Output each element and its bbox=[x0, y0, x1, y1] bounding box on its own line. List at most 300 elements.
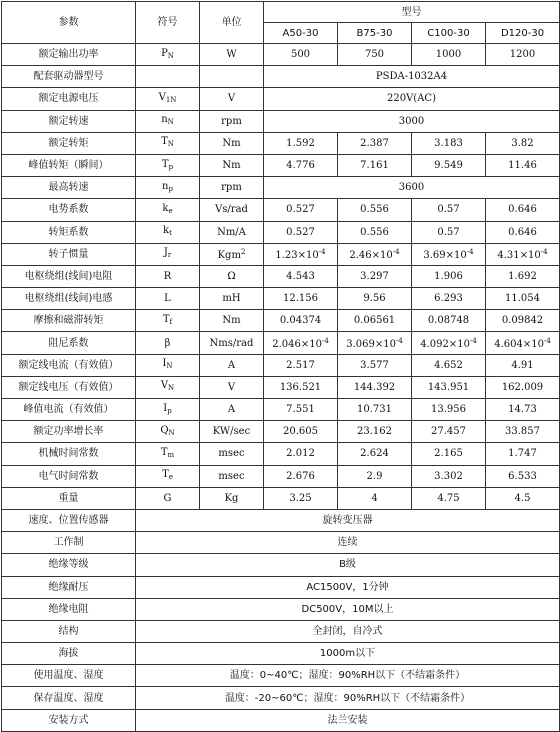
value-text: 3.82 bbox=[511, 137, 534, 149]
value-text: 143.951 bbox=[427, 381, 470, 393]
value-cell bbox=[338, 265, 412, 287]
value-text: 0.57 bbox=[437, 226, 460, 238]
param-label: 最高转速 bbox=[48, 182, 89, 194]
table-row bbox=[2, 310, 560, 332]
param-cell bbox=[2, 465, 136, 487]
value-text: 1000m以下 bbox=[319, 648, 376, 660]
value-text: DC500V，10M以上 bbox=[301, 603, 394, 615]
spec-body bbox=[2, 44, 560, 732]
table-row bbox=[2, 154, 560, 176]
value-cell bbox=[338, 221, 412, 243]
unit-cell bbox=[200, 310, 264, 332]
param-label: 结构 bbox=[58, 625, 79, 637]
unit-cell bbox=[200, 221, 264, 243]
value-text: 7.551 bbox=[286, 404, 315, 416]
param-cell bbox=[2, 66, 136, 88]
symbol-subscript: N bbox=[167, 118, 174, 127]
table-row bbox=[2, 66, 560, 88]
param-label: 配套驱动器型号 bbox=[33, 71, 104, 83]
symbol-text: T bbox=[162, 469, 169, 481]
value-text: 旋转变压器 bbox=[322, 515, 373, 527]
value-text: 0.646 bbox=[508, 226, 537, 238]
value-text: 11.054 bbox=[505, 293, 540, 305]
value-text: 4.91 bbox=[511, 359, 534, 371]
symbol-text: T bbox=[161, 158, 169, 170]
value-cell bbox=[486, 199, 560, 221]
param-label: 海拔 bbox=[58, 648, 79, 660]
value-mantissa: 3.069×10 bbox=[346, 339, 396, 351]
param-label: 转矩系数 bbox=[48, 226, 89, 238]
symbol-text: P bbox=[161, 47, 168, 59]
value-text: 13.956 bbox=[431, 404, 466, 416]
header-symbol: 符号 bbox=[136, 2, 200, 44]
param-label: 额定转矩 bbox=[48, 137, 89, 149]
value-cell bbox=[338, 132, 412, 154]
param-cell bbox=[2, 221, 136, 243]
value-text: 0.04374 bbox=[279, 315, 322, 327]
value-cell bbox=[338, 443, 412, 465]
symbol-text: I bbox=[163, 402, 168, 414]
value-cell bbox=[338, 243, 412, 265]
unit-text: Nms/rad bbox=[209, 337, 254, 349]
param-label: 使用温度、湿度 bbox=[33, 670, 104, 682]
unit-cell bbox=[200, 66, 264, 88]
table-row bbox=[2, 354, 560, 376]
table-row bbox=[2, 443, 560, 465]
unit-text: A bbox=[227, 359, 236, 371]
symbol-subscript: p bbox=[167, 406, 172, 415]
unit-text: V bbox=[227, 93, 236, 105]
value-text: 4 bbox=[371, 492, 378, 504]
value-text: 3.25 bbox=[289, 492, 312, 504]
param-label: 绝缘等级 bbox=[48, 559, 89, 571]
value-exponent: -4 bbox=[466, 248, 474, 257]
value-cell bbox=[412, 443, 486, 465]
unit-cell bbox=[200, 443, 264, 465]
value-mantissa: 4.604×10 bbox=[494, 339, 544, 351]
table-row bbox=[2, 199, 560, 221]
value-text: 0.09842 bbox=[501, 315, 544, 327]
symbol-text: β bbox=[164, 337, 171, 349]
symbol-text: T bbox=[162, 313, 170, 325]
value-text: 23.162 bbox=[357, 426, 392, 438]
value-text: 20.605 bbox=[283, 426, 318, 438]
symbol-text: k bbox=[162, 202, 169, 214]
value-text: 4.776 bbox=[286, 160, 315, 172]
param-cell bbox=[2, 132, 136, 154]
value-text: 1000 bbox=[435, 49, 462, 61]
symbol-subscript: m bbox=[167, 450, 175, 459]
value-cell-wide bbox=[136, 709, 560, 731]
unit-text: A bbox=[227, 404, 236, 416]
param-label: 额定线电压（有效值） bbox=[18, 381, 119, 393]
value-text: 3.297 bbox=[360, 270, 389, 282]
header-model: D120-30 bbox=[486, 23, 560, 44]
value-cell bbox=[412, 221, 486, 243]
value-cell-span bbox=[264, 88, 560, 110]
unit-text: KW/sec bbox=[212, 426, 251, 438]
unit-cell bbox=[200, 487, 264, 509]
unit-text: Nm bbox=[222, 160, 241, 172]
value-cell bbox=[264, 421, 338, 443]
symbol-subscript: N bbox=[167, 140, 174, 149]
value-text: 12.156 bbox=[283, 293, 318, 305]
value-cell bbox=[486, 487, 560, 509]
unit-cell bbox=[200, 88, 264, 110]
value-cell-wide bbox=[136, 620, 560, 642]
unit-text: Vs/rad bbox=[215, 204, 248, 216]
param-cell bbox=[2, 487, 136, 509]
param-cell bbox=[2, 154, 136, 176]
param-cell bbox=[2, 576, 136, 598]
value-cell-span bbox=[264, 177, 560, 199]
param-label: 转子惯量 bbox=[48, 248, 89, 260]
value-cell bbox=[486, 399, 560, 421]
symbol-text: I bbox=[162, 358, 167, 370]
symbol-cell bbox=[136, 132, 200, 154]
symbol-subscript: N bbox=[167, 51, 174, 60]
header-model: A50-30 bbox=[264, 23, 338, 44]
param-cell bbox=[2, 199, 136, 221]
param-label: 额定转速 bbox=[48, 115, 89, 127]
value-cell bbox=[264, 199, 338, 221]
symbol-cell bbox=[136, 310, 200, 332]
value-cell bbox=[338, 310, 412, 332]
table-row bbox=[2, 643, 560, 665]
table-row bbox=[2, 221, 560, 243]
param-cell bbox=[2, 532, 136, 554]
value-cell-wide bbox=[136, 532, 560, 554]
value-text: 14.73 bbox=[508, 404, 537, 416]
param-label: 额定功率增长率 bbox=[33, 426, 104, 438]
value-cell bbox=[486, 243, 560, 265]
value-cell bbox=[264, 221, 338, 243]
value-text: 1.906 bbox=[434, 270, 463, 282]
value-cell-span bbox=[264, 66, 560, 88]
value-cell bbox=[486, 310, 560, 332]
value-cell bbox=[264, 354, 338, 376]
value-cell bbox=[264, 376, 338, 398]
symbol-text: n bbox=[161, 114, 168, 126]
value-text: 1.592 bbox=[286, 137, 315, 149]
value-text: 0.06561 bbox=[353, 315, 396, 327]
unit-text: msec bbox=[218, 448, 245, 460]
value-cell bbox=[264, 243, 338, 265]
value-cell bbox=[264, 288, 338, 310]
value-text: 162.009 bbox=[501, 381, 544, 393]
symbol-cell bbox=[136, 332, 200, 354]
value-text: 33.857 bbox=[505, 426, 540, 438]
param-cell bbox=[2, 399, 136, 421]
unit-cell bbox=[200, 421, 264, 443]
unit-cell bbox=[200, 110, 264, 132]
spec-table bbox=[1, 1, 560, 732]
unit-cell bbox=[200, 199, 264, 221]
symbol-subscript: f bbox=[169, 317, 173, 326]
symbol-cell bbox=[136, 221, 200, 243]
value-exponent: -4 bbox=[318, 248, 326, 257]
table-row bbox=[2, 421, 560, 443]
param-cell bbox=[2, 665, 136, 687]
symbol-subscript: e bbox=[168, 206, 173, 215]
param-cell bbox=[2, 376, 136, 398]
value-cell bbox=[338, 44, 412, 66]
unit-cell bbox=[200, 44, 264, 66]
value-text: 27.457 bbox=[431, 426, 466, 438]
symbol-cell bbox=[136, 265, 200, 287]
symbol-text: L bbox=[164, 293, 171, 305]
param-label: 峰值转矩（瞬间） bbox=[28, 160, 109, 172]
value-text: 0.556 bbox=[360, 226, 389, 238]
value-text: 2.676 bbox=[286, 470, 315, 482]
value-cell bbox=[412, 376, 486, 398]
param-cell bbox=[2, 265, 136, 287]
param-label: 速度、位置传感器 bbox=[28, 515, 109, 527]
symbol-cell bbox=[136, 465, 200, 487]
symbol-cell bbox=[136, 354, 200, 376]
table-row bbox=[2, 88, 560, 110]
unit-text: Nm bbox=[222, 315, 241, 327]
symbol-cell bbox=[136, 443, 200, 465]
unit-text: V bbox=[227, 381, 236, 393]
unit-cell bbox=[200, 465, 264, 487]
value-text: 9.56 bbox=[363, 293, 386, 305]
param-label: 安装方式 bbox=[48, 714, 89, 726]
unit-cell bbox=[200, 132, 264, 154]
param-label: 电势系数 bbox=[48, 204, 89, 216]
value-cell-wide bbox=[136, 665, 560, 687]
value-cell bbox=[264, 465, 338, 487]
header-unit: 单位 bbox=[200, 2, 264, 44]
value-cell bbox=[486, 443, 560, 465]
param-label: 峰值电流（有效值） bbox=[23, 404, 114, 416]
value-cell bbox=[412, 332, 486, 354]
value-cell bbox=[486, 465, 560, 487]
symbol-cell bbox=[136, 88, 200, 110]
value-exponent: -4 bbox=[392, 248, 400, 257]
param-cell bbox=[2, 443, 136, 465]
header-model: C100-30 bbox=[412, 23, 486, 44]
table-row bbox=[2, 110, 560, 132]
symbol-text: J bbox=[163, 247, 168, 259]
symbol-cell bbox=[136, 487, 200, 509]
value-cell bbox=[412, 44, 486, 66]
value-cell-wide bbox=[136, 687, 560, 709]
symbol-text: V bbox=[158, 91, 166, 103]
value-text: 2.9 bbox=[366, 470, 383, 482]
param-cell bbox=[2, 88, 136, 110]
value-text: 1.747 bbox=[508, 448, 537, 460]
value-mantissa: 4.092×10 bbox=[420, 339, 470, 351]
param-label: 额定电源电压 bbox=[38, 93, 99, 105]
symbol-subscript: e bbox=[168, 473, 173, 482]
value-text: 4.543 bbox=[286, 270, 315, 282]
symbol-cell bbox=[136, 44, 200, 66]
value-cell bbox=[338, 487, 412, 509]
param-cell bbox=[2, 44, 136, 66]
symbol-subscript: N bbox=[168, 428, 175, 437]
value-cell bbox=[338, 332, 412, 354]
value-cell bbox=[264, 399, 338, 421]
symbol-cell bbox=[136, 376, 200, 398]
value-cell bbox=[338, 354, 412, 376]
table-row bbox=[2, 376, 560, 398]
value-cell bbox=[486, 154, 560, 176]
value-cell bbox=[486, 132, 560, 154]
value-text: AC1500V，1分钟 bbox=[306, 581, 389, 593]
value-cell-wide bbox=[136, 576, 560, 598]
table-row bbox=[2, 44, 560, 66]
symbol-subscript: p bbox=[168, 162, 174, 171]
symbol-subscript: p bbox=[168, 184, 173, 193]
value-exponent: -4 bbox=[540, 248, 548, 257]
param-cell bbox=[2, 709, 136, 731]
value-text: 9.549 bbox=[434, 160, 463, 172]
value-cell bbox=[338, 399, 412, 421]
value-exponent: -4 bbox=[469, 337, 477, 346]
value-cell bbox=[264, 265, 338, 287]
value-text: 136.521 bbox=[279, 381, 322, 393]
value-text: 2.624 bbox=[360, 448, 389, 460]
param-cell bbox=[2, 332, 136, 354]
symbol-subscript: t bbox=[169, 229, 172, 238]
value-cell bbox=[338, 465, 412, 487]
param-cell bbox=[2, 598, 136, 620]
unit-cell bbox=[200, 177, 264, 199]
value-cell bbox=[486, 221, 560, 243]
value-cell bbox=[412, 154, 486, 176]
value-text: 0.527 bbox=[286, 204, 315, 216]
value-text: PSDA-1032A4 bbox=[375, 71, 448, 83]
value-cell bbox=[338, 288, 412, 310]
symbol-cell bbox=[136, 288, 200, 310]
value-text: 法兰安装 bbox=[327, 714, 368, 726]
unit-cell bbox=[200, 399, 264, 421]
value-mantissa: 3.69×10 bbox=[423, 250, 467, 262]
param-label: 额定输出功率 bbox=[38, 49, 99, 61]
value-text: 连续 bbox=[337, 537, 358, 549]
value-cell bbox=[412, 399, 486, 421]
symbol-cell bbox=[136, 399, 200, 421]
param-label: 绝缘电阻 bbox=[48, 603, 89, 615]
value-text: 3000 bbox=[398, 115, 425, 127]
param-cell bbox=[2, 243, 136, 265]
value-text: 500 bbox=[290, 49, 311, 61]
param-cell bbox=[2, 310, 136, 332]
value-cell bbox=[338, 421, 412, 443]
value-cell bbox=[412, 199, 486, 221]
value-cell-wide bbox=[136, 554, 560, 576]
symbol-subscript: N bbox=[168, 384, 175, 393]
table-row bbox=[2, 532, 560, 554]
value-cell-wide bbox=[136, 509, 560, 531]
value-text: 0.08748 bbox=[427, 315, 470, 327]
value-text: 全封闭，自冷式 bbox=[312, 625, 383, 637]
value-cell bbox=[486, 421, 560, 443]
param-cell bbox=[2, 288, 136, 310]
symbol-cell bbox=[136, 243, 200, 265]
value-text: 7.161 bbox=[360, 160, 389, 172]
param-label: 工作制 bbox=[53, 537, 84, 549]
symbol-cell bbox=[136, 177, 200, 199]
symbol-text: R bbox=[163, 270, 172, 282]
symbol-text: V bbox=[160, 380, 169, 392]
value-exponent: -4 bbox=[395, 337, 403, 346]
symbol-cell bbox=[136, 421, 200, 443]
unit-text: W bbox=[226, 49, 237, 61]
unit-cell bbox=[200, 288, 264, 310]
value-exponent: -4 bbox=[321, 337, 329, 346]
value-cell bbox=[264, 132, 338, 154]
param-cell bbox=[2, 421, 136, 443]
value-cell bbox=[486, 376, 560, 398]
symbol-text: G bbox=[163, 492, 172, 504]
value-text: 4.75 bbox=[437, 492, 460, 504]
value-text: 2.165 bbox=[434, 448, 463, 460]
unit-text: rpm bbox=[221, 115, 242, 127]
value-cell bbox=[486, 44, 560, 66]
param-label: 重量 bbox=[58, 492, 79, 504]
value-cell bbox=[264, 487, 338, 509]
value-text: 6.533 bbox=[508, 470, 537, 482]
param-label: 摩擦和磁滞转矩 bbox=[33, 315, 104, 327]
value-cell bbox=[486, 332, 560, 354]
value-text: 4.5 bbox=[514, 492, 531, 504]
symbol-text: n bbox=[162, 180, 169, 192]
symbol-cell bbox=[136, 154, 200, 176]
value-cell bbox=[264, 154, 338, 176]
value-text: 0.556 bbox=[360, 204, 389, 216]
value-text: 1200 bbox=[509, 49, 536, 61]
table-row bbox=[2, 132, 560, 154]
value-text: 750 bbox=[364, 49, 385, 61]
unit-text: Nm/A bbox=[217, 226, 246, 238]
value-text: 3.577 bbox=[360, 359, 389, 371]
param-label: 机械时间常数 bbox=[38, 448, 99, 460]
unit-cell bbox=[200, 332, 264, 354]
value-cell bbox=[264, 310, 338, 332]
value-cell bbox=[264, 44, 338, 66]
value-cell bbox=[264, 443, 338, 465]
value-mantissa: 1.23×10 bbox=[275, 250, 319, 262]
value-text: 2.012 bbox=[286, 448, 315, 460]
unit-text: rpm bbox=[221, 182, 242, 194]
symbol-subscript: 1N bbox=[165, 95, 177, 104]
value-cell bbox=[412, 465, 486, 487]
value-cell bbox=[338, 154, 412, 176]
value-mantissa: 2.046×10 bbox=[272, 339, 322, 351]
param-cell bbox=[2, 620, 136, 642]
value-text: 3.302 bbox=[434, 470, 463, 482]
param-cell bbox=[2, 177, 136, 199]
value-cell bbox=[486, 288, 560, 310]
table-row bbox=[2, 288, 560, 310]
value-mantissa: 2.46×10 bbox=[349, 250, 393, 262]
symbol-cell bbox=[136, 110, 200, 132]
header-param: 参数 bbox=[2, 2, 136, 44]
unit-cell bbox=[200, 376, 264, 398]
param-label: 阻尼系数 bbox=[48, 337, 89, 349]
unit-cell bbox=[200, 265, 264, 287]
value-cell bbox=[338, 199, 412, 221]
header-model: B75-30 bbox=[338, 23, 412, 44]
value-cell bbox=[486, 265, 560, 287]
value-text: B级 bbox=[339, 559, 356, 571]
unit-text: Kg bbox=[224, 492, 239, 504]
param-label: 电枢绕组(线间)电阻 bbox=[24, 270, 113, 282]
unit-text: mH bbox=[222, 293, 241, 305]
value-cell bbox=[412, 288, 486, 310]
